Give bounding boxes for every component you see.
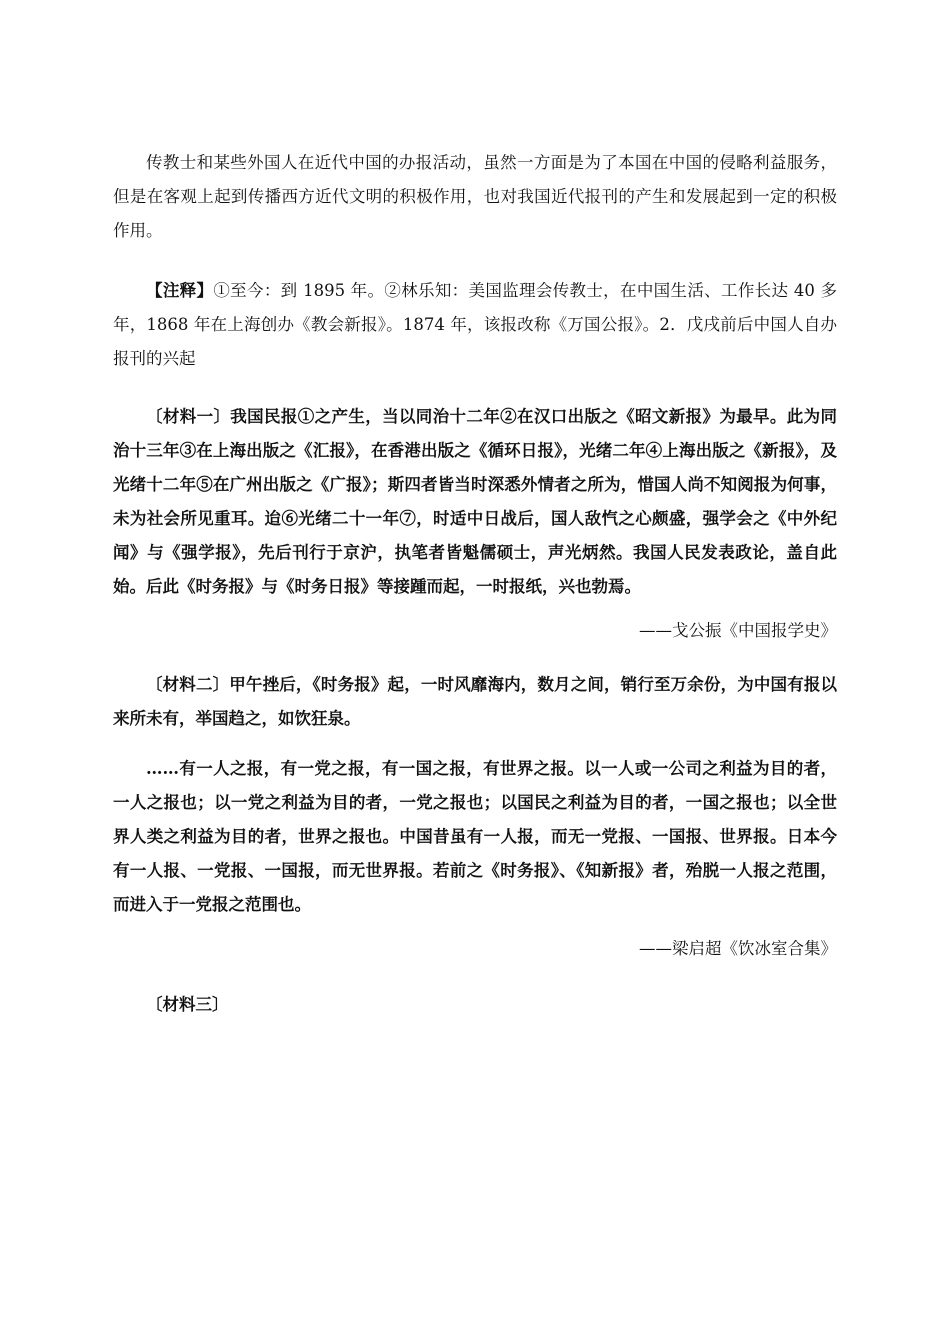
note-paragraph <box>113 274 837 376</box>
material-two-paragraph: 〔材料二〕甲午挫后，《时务报》起，一时风靡海内，数月之间，销行至万余份，为中国有报以来所未有，举国趋之，如饮狂泉。 <box>113 675 837 728</box>
material-two-continuation: ……有一人之报，有一党之报，有一国之报，有世界之报。以一人或一公司之利益为目的者，一人之报也；以一党之利益为目的者，一党之报也；以国民之利益为目的者，一国之报也；以全世界人类之利益为目的者，世界之报也。中国昔虽有一人报，而无一党报、一国报、世界报。日本今有一人报、一党报、一国报，而无世界报。若前之《时务报》、《知新报》者，殆脱一人报之范围，而进入于一党报之范围也。 <box>113 759 837 914</box>
material-one-paragraph: 〔材料一〕我国民报①之产生，当以同治十二年②在汉口出版之《昭文新报》为最早。此为同治十三年③在上海出版之《汇报》，在香港出版之《循环日报》，光绪二年④上海出版之《新报》，及光绪十二年⑤在广州出版之《广报》；斯四者皆当时深悉外情者之所为，惜国人尚不知阅报为何事，未为社会所见重耳。迨⑥光绪二十一年⑦，时适中日战后，国人敌忾之心颇盛，强学会之《中外纪闻》与《强学报》，先后刊行于京沪，执笔者皆魁儒硕士，声光炳然。我国人民发表政论，盖自此始。后此《时务报》与《时务日报》等接踵而起，一时报纸，兴也勃焉。 <box>113 407 837 596</box>
citation-ge-gongzhen: ——戈公振《中国报学史》 <box>639 621 837 640</box>
citation-liang-qichao: ——梁启超《饮冰室合集》 <box>639 939 837 958</box>
intro-paragraph: 传教士和某些外国人在近代中国的办报活动，虽然一方面是为了本国在中国的侵略利益服务，但是在客观上起到传播西方近代文明的积极作用，也对我国近代报刊的产生和发展起到一定的积极作用。 <box>113 153 837 240</box>
document-page <box>113 146 837 1022</box>
material-three-heading: 〔材料三〕 <box>146 995 229 1014</box>
note-label: 【注释】 <box>146 281 214 300</box>
note-text: ①至今：到 1895 年。②林乐知：美国监理会传教士，在中国生活、工作长达 40 多年，1868 年在上海创办《教会新报》。1874 年，该报改称《万国公报》。2．戊戌前后中国人自办报刊的兴起 <box>113 281 838 368</box>
